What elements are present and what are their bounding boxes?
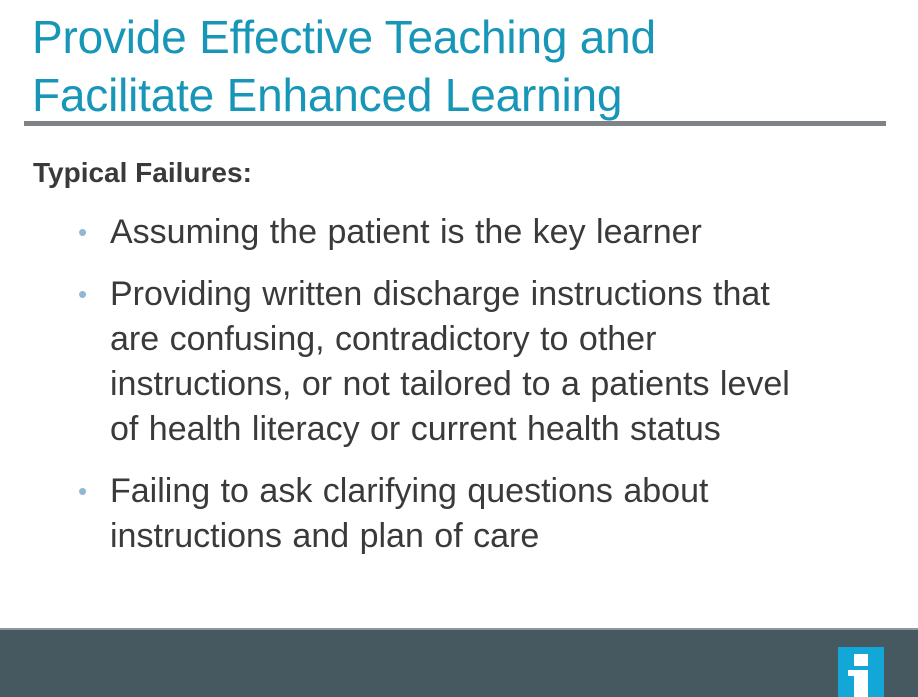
bullet-2-line-3: instructions, or not tailored to a patients level — [110, 365, 790, 403]
slide-title-line-1: Provide Effective Teaching and — [32, 11, 656, 63]
bullet-2-line-4: of health literacy or current health status — [110, 410, 721, 448]
footer-top-edge — [0, 628, 918, 630]
bullet-item-3 — [78, 469, 878, 559]
bullet-3-line-2: instructions and plan of care — [110, 517, 540, 555]
footer-bar — [0, 628, 918, 697]
bullet-item-1 — [78, 210, 878, 255]
bullet-1-line-1: Assuming the patient is the key learner — [110, 213, 702, 251]
slide-title-line-2: Facilitate Enhanced Learning — [32, 69, 623, 121]
bullet-marker: • — [78, 217, 88, 247]
bullet-3-line-1: Failing to ask clarifying questions about — [110, 472, 709, 510]
bullet-marker: • — [78, 476, 88, 506]
info-icon — [838, 647, 884, 697]
title-divider — [24, 121, 886, 126]
slide-title — [32, 8, 892, 124]
bullet-2-line-2: are confusing, contradictory to other — [110, 320, 657, 358]
bullet-marker: • — [78, 279, 88, 309]
bullet-list — [78, 210, 878, 576]
info-icon-stem — [854, 670, 868, 697]
info-icon-dot — [854, 654, 868, 666]
section-subheading: Typical Failures: — [33, 157, 252, 188]
bullet-item-2 — [78, 272, 878, 452]
bullet-2-line-1: Providing written discharge instructions that — [110, 275, 770, 313]
